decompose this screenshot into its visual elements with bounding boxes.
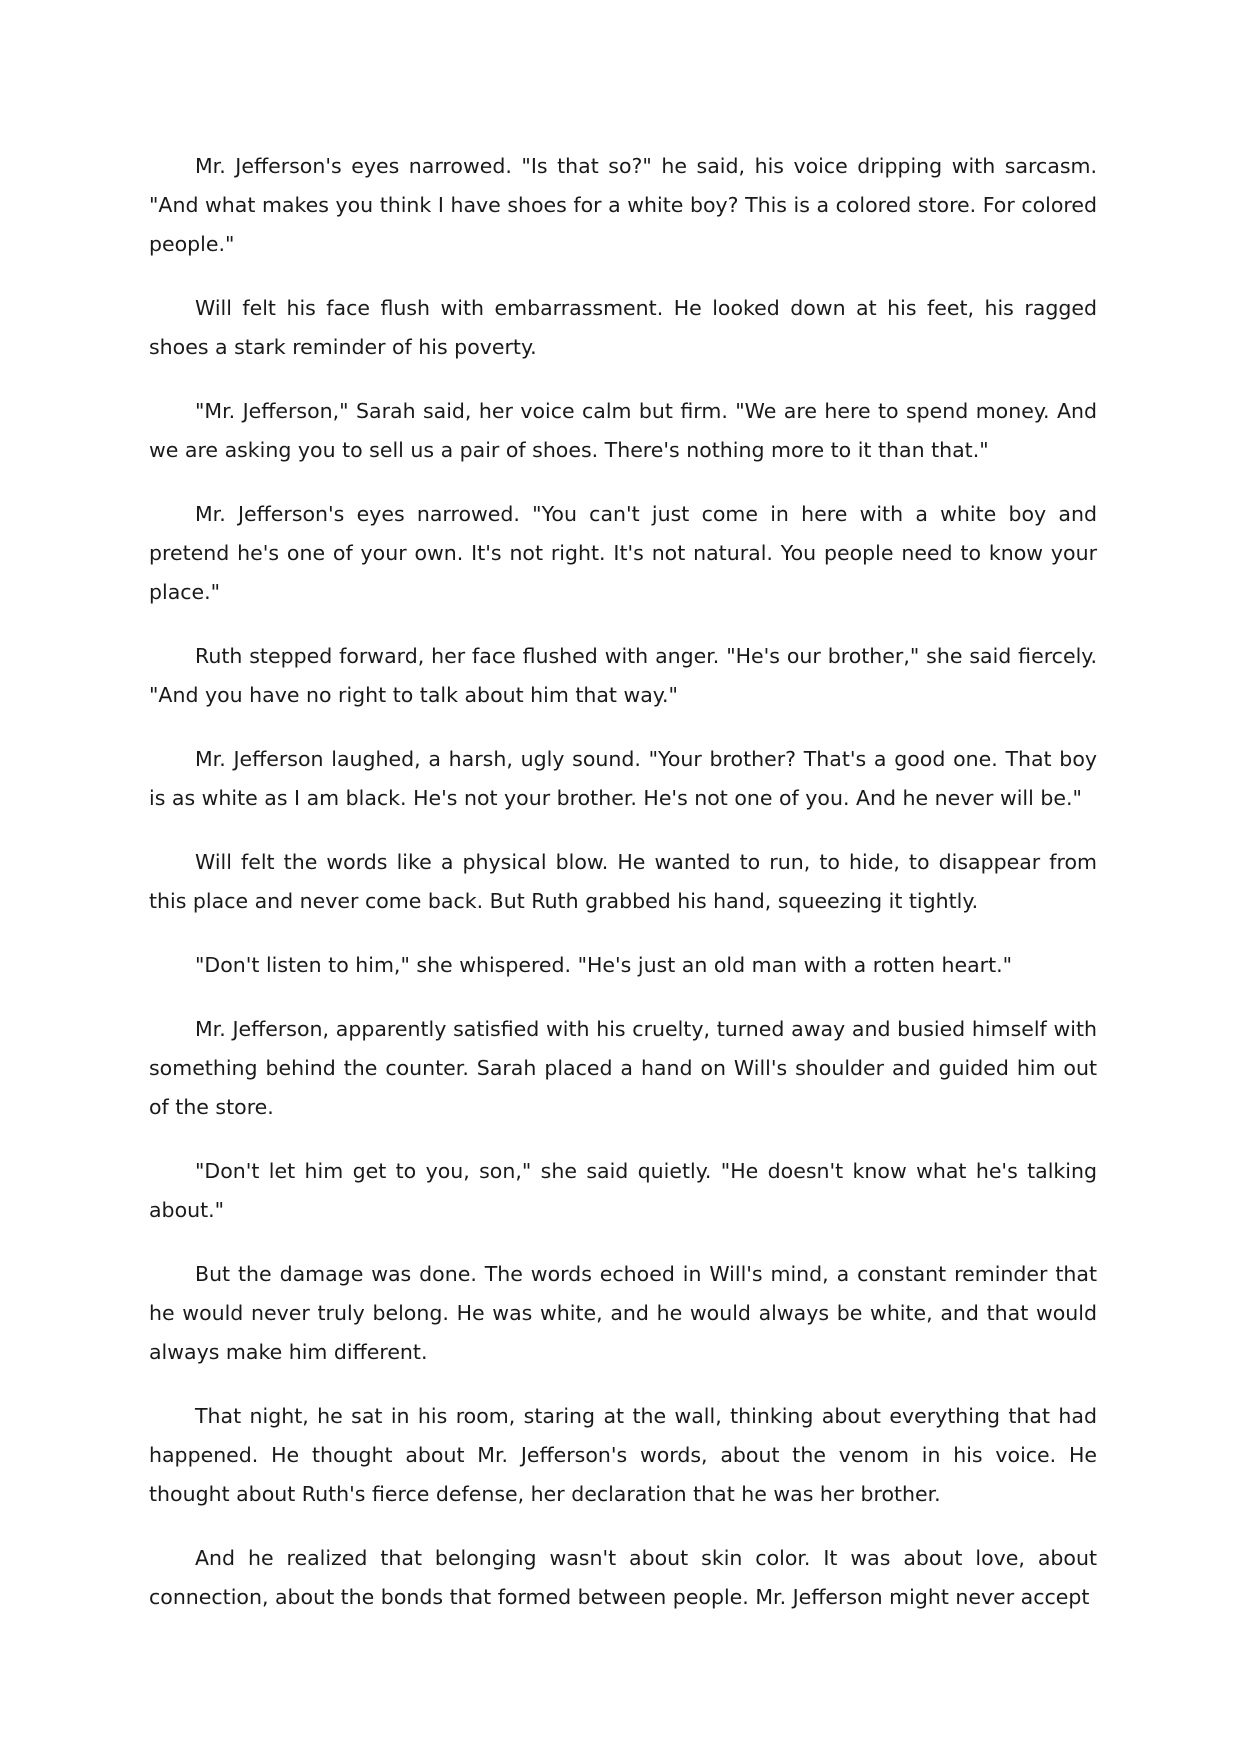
paragraph: Will felt the words like a physical blow. He wanted to run, to hide, to disappear from this place and never come back. But Ruth grabbed his hand, squeezing it tightly. — [149, 850, 1097, 913]
paragraph: Mr. Jefferson's eyes narrowed. "Is that so?" he said, his voice dripping with sarcasm. "And what makes you think I have shoes for a white boy? This is a colored store. For colored people." — [149, 154, 1097, 256]
document-page — [149, 147, 1097, 1617]
paragraph: But the damage was done. The words echoed in Will's mind, a constant reminder that he would never truly belong. He was white, and he would always be white, and that would always make him different. — [149, 1262, 1097, 1364]
paragraph: "Mr. Jefferson," Sarah said, her voice calm but firm. "We are here to spend money. And we are asking you to sell us a pair of shoes. There's nothing more to it than that." — [149, 399, 1097, 462]
paragraph: Mr. Jefferson, apparently satisfied with his cruelty, turned away and busied himself with something behind the counter. Sarah placed a hand on Will's shoulder and guided him out of the store. — [149, 1017, 1097, 1119]
paragraph: Will felt his face flush with embarrassment. He looked down at his feet, his ragged shoes a stark reminder of his poverty. — [149, 296, 1097, 359]
paragraph: Mr. Jefferson laughed, a harsh, ugly sound. "Your brother? That's a good one. That boy is as white as I am black. He's not your brother. He's not one of you. And he never will be." — [149, 747, 1097, 810]
paragraph: Mr. Jefferson's eyes narrowed. "You can't just come in here with a white boy and pretend he's one of your own. It's not right. It's not natural. You people need to know your place." — [149, 502, 1097, 604]
paragraph: That night, he sat in his room, staring at the wall, thinking about everything that had happened. He thought about Mr. Jefferson's words, about the venom in his voice. He thought about Ruth's fierce defense, her declaration that he was her brother. — [149, 1404, 1097, 1506]
paragraph: "Don't listen to him," she whispered. "He's just an old man with a rotten heart." — [195, 953, 1013, 977]
paragraph: Ruth stepped forward, her face flushed with anger. "He's our brother," she said fiercely. "And you have no right to talk about him that way." — [149, 644, 1097, 707]
paragraph: "Don't let him get to you, son," she said quietly. "He doesn't know what he's talking about." — [149, 1159, 1097, 1222]
paragraph: And he realized that belonging wasn't about skin color. It was about love, about connection, about the bonds that formed between people. Mr. Jefferson might never accept — [149, 1546, 1097, 1609]
